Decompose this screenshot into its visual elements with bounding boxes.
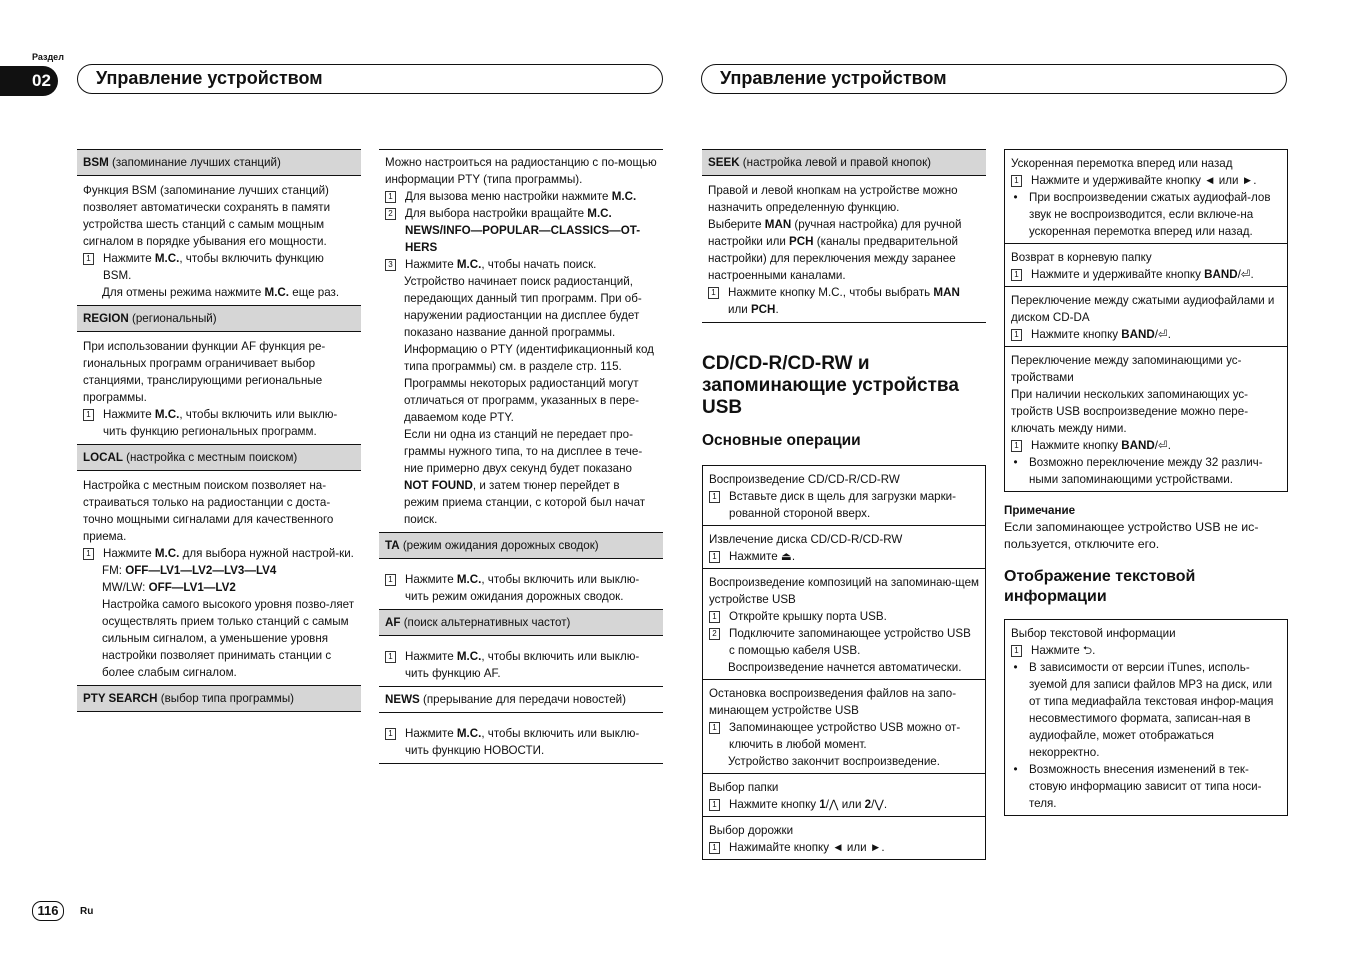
af-heading: AF (поиск альтернативных частот): [379, 609, 663, 636]
column-2: Можно настроиться на радиостанцию с по-мощью информации PTY (типа программы). 1 Для вызова меню настройки нажмите M.C. 2 Для выбора настройки вращайте M.C. NEWS/INFO—POPULAR—CLASSICS—OT-HERS 3 Нажмите M.C., чтобы начать поиск. Устройство начинает поиск радиостанций, передающих данный тип программ. При об-наружении радиостанции на дисплее будет показано название данной программы. Информацию о PTY (идентификационный код типа программы) см. в разделе стр. 115. Программы некоторых радиостанций могут отличаться от программ, указанных в пере-даваемом коде PTY. Если ни одна из станций не передает про-граммы нужного типа, то на дисплее в тече-ние примерно двух секунд будет показано NOT FOUND, и затем тюнер перейдет в режим приема станции, с которой был начат поиск. TA (режим ожидания дорожных сводок) 1 Нажмите M.C., чтобы включить или выклю-чить режим ожидания дорожных сводок. AF (поиск альтернативных частот) 1 Нажмите M.C., чтобы включить или выклю-чить функцию AF. NEWS (прерывание для передачи новостей) 1 Нажмите M.C., чтобы включить или выклю-чить функцию НОВОСТИ.: [379, 149, 663, 764]
note-body: Если запоминающее устройство USB не ис-пользуется, отключите его.: [1004, 520, 1259, 551]
table-row: Переключение между запоминающими ус-тройствами При наличии нескольких запоминающих ус-тройств USB воспроизведение можно пере-ключать между ними. 1 Нажмите кнопку BAND/⏎. • Возможно переключение между 32 различ-ными запоминающими устройствами.: [1011, 354, 1263, 486]
seek-body: Правой и левой кнопкам на устройстве можно назначить определенную функцию. Выберите MAN (ручная настройка) для ручной настройки или PCH (каналы предварительной настройки) для переключения между заранее настроенными каналами. 1 Нажмите кнопку M.C., чтобы выбрать MAN или PCH.: [702, 176, 986, 323]
local-body: Настройка с местным поиском позволяет на-страиваться только на радиостанции с доста-точно мощными сигналами для качественного приема. 1 Нажмите M.C. для выбора нужной настрой-ки. FM: OFF—LV1—LV2—LV3—LV4 MW/LW: OFF—LV1—LV2 Настройка самого высокого уровня позво-ляет осуществлять прием только станций с самым сильным сигналом, а уменьшение уровня настройки позволяет принимать станции с более слабым сигналом.: [83, 479, 355, 679]
section-label: Раздел: [32, 52, 64, 62]
region-body: При использовании функции AF функция ре-гиональных программ ограничивает выбор станциями, транслирующими региональные программы. 1 Нажмите M.C., чтобы включить или выклю-чить функцию региональных программ.: [83, 340, 338, 438]
pty-search-heading: PTY SEARCH (выбор типа программы): [77, 685, 361, 712]
basic-ops-table: [702, 465, 986, 860]
table-row: Выбор папки 1 Нажмите кнопку 1/⋀ или 2/⋁.: [703, 774, 985, 817]
language-code: Ru: [80, 906, 94, 917]
page-number: 116: [32, 901, 64, 921]
table-row: Ускоренная перемотка вперед или назад 1 Нажмите и удерживайте кнопку ◄ или ►. • При воспроизведении сжатых аудиофай-лов звук не воспроизводится, если включе-на ускоренная перемотка вперед или назад.: [1005, 150, 1287, 244]
af-body: 1 Нажмите M.C., чтобы включить или выклю-чить функцию AF.: [379, 636, 663, 686]
news-body: 1 Нажмите M.C., чтобы включить или выклю-чить функцию НОВОСТИ.: [379, 713, 663, 764]
news-heading: NEWS (прерывание для передачи новостей): [379, 686, 663, 713]
column-4: [1004, 149, 1288, 816]
text-info-table: [1004, 619, 1288, 816]
table-row: Воспроизведение CD/CD-R/CD-RW 1 Вставьте диск в щель для загрузки марки-рованной стороной вверх.: [703, 466, 985, 526]
table-row: Воспроизведение композиций на запоминаю-щем устройстве USB 1 Откройте крышку порта USB. 2 Подключите запоминающее устройство USB с помощью кабеля USB. Воспроизведение начнется автоматически.: [703, 569, 985, 680]
table-row: Выбор дорожки 1 Нажимайте кнопку ◄ или ►.: [709, 824, 885, 854]
basic-ops-subtitle: Основные операции: [702, 432, 861, 449]
table-row: Возврат в корневую папку 1 Нажмите и удерживайте кнопку BAND/⏎.: [1005, 244, 1287, 287]
region-heading: REGION (региональный): [77, 305, 361, 332]
cd-usb-title: CD/CD-R/CD-RW и запоминающие устройства USB: [702, 353, 959, 418]
column-3: [702, 149, 986, 860]
table-row: Остановка воспроизведения файлов на запо-минающем устройстве USB 1 Запоминающее устройство USB можно от-ключить в любой момент. Устройство закончит воспроизведение.: [703, 680, 985, 774]
ta-heading: TA (режим ожидания дорожных сводок): [379, 532, 663, 559]
ops-table-continued: [1004, 149, 1288, 492]
section-number-badge: 02: [0, 66, 58, 96]
text-info-title: Отображение текстовой информации: [1004, 568, 1196, 605]
table-row: Переключение между сжатыми аудиофайлами и диском CD-DA 1 Нажмите кнопку BAND/⏎.: [1005, 287, 1287, 347]
column-1: [77, 149, 361, 712]
table-row: Извлечение диска CD/CD-R/CD-RW 1 Нажмите ⏏.: [703, 526, 985, 569]
bsm-body: Функция BSM (запоминание лучших станций) позволяет автоматически сохранять в памяти устройства шесть станций с самым мощным сигналом в порядке убывания его мощности. 1 Нажмите M.C., чтобы включить функцию BSM. Для отмены режима нажмите M.C. еще раз.: [83, 184, 340, 299]
seek-heading: SEEK (настройка левой и правой кнопок): [702, 149, 986, 176]
table-row: Выбор текстовой информации 1 Нажмите ⮌. • В зависимости от версии iTunes, исполь-зуемой для записи файлов MP3 на диск, или от типа медиафайла текстовая инфор-мация несовместимого формата, записан-ная в аудиофайле, может отображаться некорректно. • Возможность внесения изменений в тек-стовую информацию зависит от типа носи-теля.: [1011, 627, 1274, 810]
pty-intro: Можно настроиться на радиостанцию с по-мощью информации PTY (типа программы).: [385, 156, 657, 186]
local-heading: LOCAL (настройка с местным поиском): [77, 444, 361, 471]
page-header-right: Управление устройством: [701, 64, 1287, 94]
note-title: Примечание: [1004, 504, 1076, 517]
ta-body: 1 Нажмите M.C., чтобы включить или выклю-чить режим ожидания дорожных сводок.: [379, 559, 663, 609]
page-header-left: Управление устройством: [77, 64, 663, 94]
bsm-heading: BSM (запоминание лучших станций): [77, 149, 361, 176]
